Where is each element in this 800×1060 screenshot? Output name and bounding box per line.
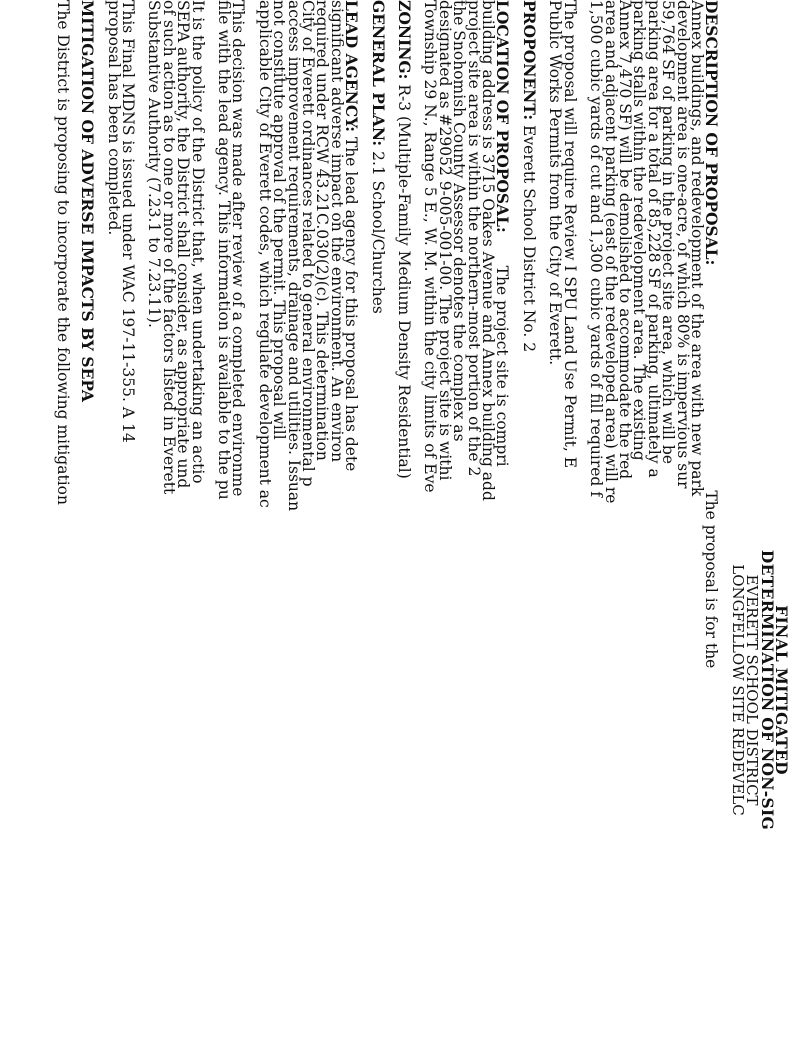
zoning-paragraph (395, 0, 415, 1060)
proponent-paragraph (519, 0, 539, 1060)
lead-agency-label: LEAD AGENCY: (342, 0, 362, 133)
zoning-label: ZONING: (395, 0, 415, 80)
lead-agency-line: City of Everett ordinances related to general environmental p (299, 0, 318, 487)
general-plan-paragraph (368, 0, 388, 1060)
location-line: The project site is compri (493, 265, 512, 467)
description-label: DESCRIPTION OF PROPOSAL: (702, 0, 722, 266)
description-line: area and adjacent parking (east of the redeveloped area) will re (601, 0, 620, 504)
location-line: the Snohomish County Assessor denotes the complex as (450, 0, 469, 442)
description-line: The proposal is for the (702, 490, 721, 669)
location-line: project site area is within the northern-most portion of the 2 (464, 0, 483, 477)
description-line: 59,764 SF of parking in the project site area, which will be (659, 0, 678, 464)
lead-agency-line: applicable City of Everett codes, which regulate development ac (255, 0, 274, 508)
mitigation-line: The District is proposing to incorporate the following mitigation (53, 0, 72, 505)
location-line: designated as #29052 9-005-001-00. The project site is withi (435, 0, 454, 481)
location-label: LOCATION OF PROPOSAL: (493, 0, 513, 233)
lead-agency-line: The lead agency for this proposal has dete (342, 136, 361, 472)
heading-line-4: LONGFELLOW SITE REDEVELC (728, 564, 747, 816)
lead-agency-paragraph (255, 0, 362, 1060)
decision-line: This decision was made after review of a completed environme (229, 0, 248, 497)
lead-agency-line: significant adverse impact on the environment. An environ (327, 0, 346, 463)
heading-line-3: EVERETT SCHOOL DISTRICT (743, 574, 762, 806)
document-heading (728, 320, 791, 1060)
document-body (43, 0, 791, 1060)
lead-agency-line: access improvement requirements, drainage and utilities. Issuan (284, 0, 303, 512)
proponent-label: PROPONENT: (519, 0, 539, 121)
lead-agency-line: required under RCW 43.21C.030(2)(c). This determination (313, 0, 332, 461)
mitigation-paragraph (53, 0, 72, 1060)
description-line: parking stalls within the redevelopment area. The existing (630, 0, 649, 461)
description-line: development area is one-acre, of which 80% is impervious sur (673, 0, 692, 489)
final-paragraph (106, 0, 135, 1060)
description-line: parking area for a total of 85,228 SF of parking, ultimately a (644, 0, 663, 478)
mitigation-title: MITIGATION OF ADVERSE IMPACTS BY SEPA (78, 0, 98, 402)
description-paragraph (587, 0, 722, 1060)
description-line: Annex 7,470 SF) will be demolished to accommodate the red (615, 0, 634, 480)
permits-line: The proposal will require Review I SPU Land Use Permit, E (560, 0, 579, 469)
permits-paragraph (548, 0, 577, 1060)
lead-agency-line: not constitute approval of the permit. This proposal will (270, 0, 289, 440)
location-line: building address is 3715 Oakes Avenue and Annex building add (479, 0, 498, 501)
zoning-value: R-3 (Multiple-Family Medium Density Residential) (395, 84, 414, 479)
description-line: 1,500 cubic yards of cut and 1,300 cubic yards of fill required f (587, 0, 606, 497)
decision-paragraph (217, 0, 246, 1060)
description-line: Annex buildings, and redevelopment of the area with new park (687, 0, 706, 497)
location-paragraph (421, 0, 513, 1060)
permits-line: Public Works Permits from the City of Everett. (546, 0, 565, 366)
policy-line: It is the policy of the District that, when undertaking an actio (188, 0, 207, 484)
policy-line: SEPA authority, the District shall consider, as appropriate und (174, 0, 193, 489)
proponent-value: Everett School District No. 2 (519, 125, 538, 353)
location-line: Township 29 N., Range 5 E., W. M. within the city limits of Eve (421, 0, 440, 493)
final-line: This Final MDNS is issued under WAC 197-11-355. A 14 (118, 0, 137, 443)
decision-line: file with the lead agency. This information is available to the pu (215, 0, 233, 500)
general-plan-label: GENERAL PLAN: (368, 0, 388, 147)
policy-line: Substantive Authority (7.23.1 to 7.23.11). (145, 0, 164, 328)
heading-line-2: DETERMINATION OF NON-SIG (757, 549, 777, 831)
heading-line-1: FINAL MITIGATED (772, 605, 791, 775)
general-plan-value: 2.1 School/Churches (368, 151, 387, 314)
policy-paragraph (147, 0, 205, 1060)
policy-line: of such action as to one or more of the factors listed in Everett (159, 0, 178, 495)
final-line: proposal has been completed. (104, 0, 123, 236)
